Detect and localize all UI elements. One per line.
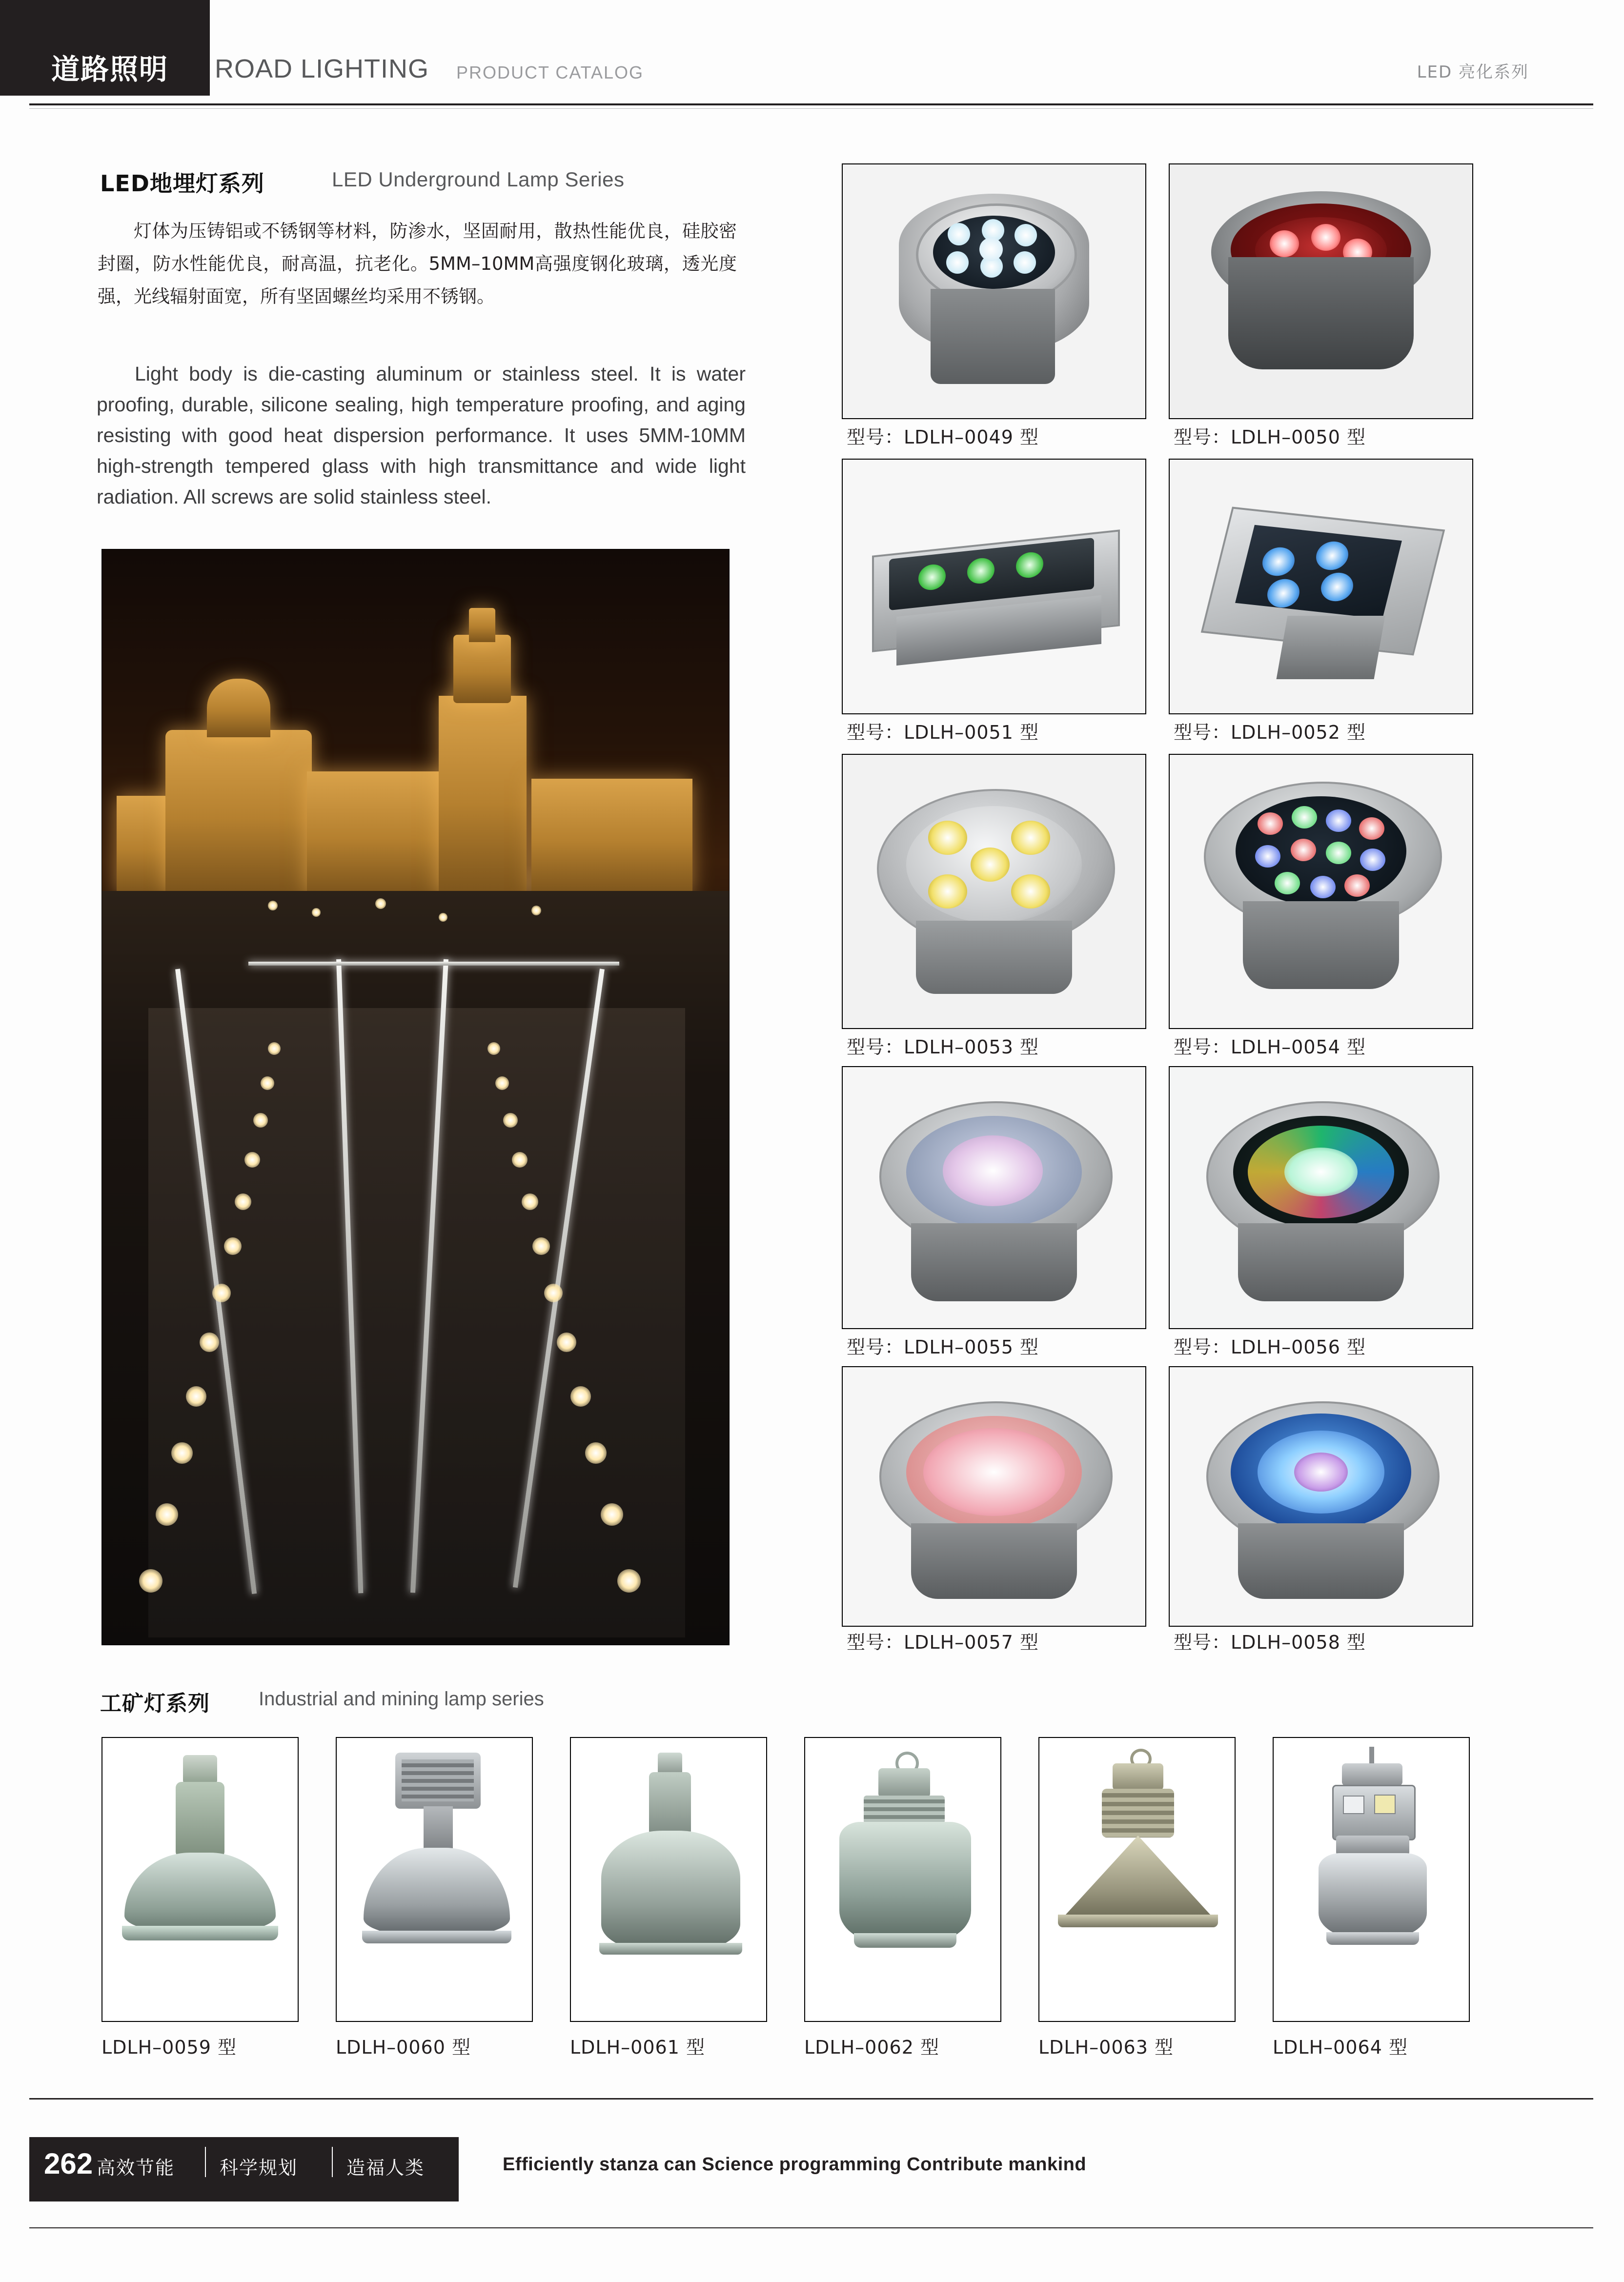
photo-step-light bbox=[200, 1333, 219, 1352]
photo-step-light bbox=[212, 1284, 231, 1302]
section-underground-paragraph-cn: 灯体为压铸铝或不锈钢等材料，防渗水，坚固耐用，散热性能优良，硅胶密封圈，防水性能优良，耐高温，抗老化。5MM–10MM高强度钢化玻璃，透光度强，光线辐射面宽，所有坚固螺丝均采用不锈钢。 bbox=[98, 221, 737, 307]
photo-step-light bbox=[487, 1042, 500, 1055]
footer-slogan-3: 造福人类 bbox=[346, 2157, 425, 2179]
photo-clocktower-spire bbox=[469, 608, 495, 642]
caption-ldlh-0063: LDLH–0063 型 bbox=[1038, 2037, 1174, 2058]
photo-step-light bbox=[503, 1113, 518, 1128]
footer-divider-2 bbox=[332, 2147, 333, 2177]
night-street-lighting-photo bbox=[102, 549, 730, 1645]
photo-step-light bbox=[585, 1442, 607, 1464]
product-image-ldlh-0064 bbox=[1273, 1737, 1470, 2022]
photo-step-light bbox=[224, 1237, 242, 1255]
photo-step-light bbox=[253, 1113, 268, 1128]
footer-rule bbox=[29, 2098, 1593, 2100]
product-image-ldlh-0050 bbox=[1169, 163, 1473, 419]
caption-ldlh-0052: 型号：LDLH–0052 型 bbox=[1174, 722, 1366, 743]
caption-ldlh-0062: LDLH–0062 型 bbox=[804, 2037, 939, 2058]
header-title-chinese: 道路照明 bbox=[51, 53, 169, 86]
product-image-ldlh-0061 bbox=[570, 1737, 767, 2022]
caption-ldlh-0049: 型号：LDLH–0049 型 bbox=[847, 426, 1039, 448]
caption-ldlh-0050: 型号：LDLH–0050 型 bbox=[1174, 426, 1366, 448]
footer-slogan-1: 高效节能 bbox=[97, 2157, 175, 2179]
product-image-ldlh-0057 bbox=[842, 1366, 1146, 1627]
footer-slogan-english: Efficiently stanza can Science programming Contribute mankind bbox=[503, 2154, 1087, 2175]
photo-railing-top-bar bbox=[248, 962, 619, 966]
caption-ldlh-0058: 型号：LDLH–0058 型 bbox=[1174, 1632, 1366, 1653]
header-rule bbox=[29, 103, 1593, 105]
product-image-ldlh-0059 bbox=[102, 1737, 299, 2022]
photo-step-light bbox=[617, 1569, 641, 1593]
product-image-ldlh-0063 bbox=[1038, 1737, 1236, 2022]
product-image-ldlh-0055 bbox=[842, 1066, 1146, 1329]
section-underground-paragraph-en: Light body is die-casting aluminum or stainless steel. It is water proofing, durable, silicone sealing, high temperature proofing, and aging resisting with good heat dispersion performance. It uses 5MM-10MM high-strength tempered glass with high transmittance and wide light radiation. All screws are solid stainless steel. bbox=[97, 363, 746, 508]
photo-street-glow bbox=[375, 898, 386, 909]
product-image-ldlh-0052 bbox=[1169, 459, 1473, 714]
photo-clocktower-top bbox=[453, 635, 511, 703]
header-rule-thin bbox=[29, 108, 1593, 109]
header-series-label: LED 亮化系列 bbox=[1417, 62, 1529, 82]
photo-step-light bbox=[139, 1569, 162, 1593]
page-header bbox=[0, 0, 1624, 122]
photo-step-light bbox=[244, 1152, 260, 1168]
footer-divider-1 bbox=[205, 2147, 206, 2177]
section-industrial-title-cn: 工矿灯系列 bbox=[100, 1691, 210, 1716]
photo-step-light bbox=[601, 1503, 623, 1526]
photo-step-light bbox=[522, 1193, 538, 1210]
product-image-ldlh-0062 bbox=[804, 1737, 1001, 2022]
section-underground-title-en: LED Underground Lamp Series bbox=[332, 168, 625, 191]
photo-step-light bbox=[261, 1076, 274, 1090]
header-subtitle: PRODUCT CATALOG bbox=[456, 62, 644, 82]
photo-step-light bbox=[557, 1333, 576, 1352]
product-image-ldlh-0049 bbox=[842, 163, 1146, 419]
caption-ldlh-0060: LDLH–0060 型 bbox=[336, 2037, 471, 2058]
photo-building-right bbox=[531, 779, 692, 893]
caption-ldlh-0051: 型号：LDLH–0051 型 bbox=[847, 722, 1039, 743]
photo-building-mid bbox=[307, 771, 448, 893]
photo-step-light bbox=[268, 1042, 281, 1055]
section-underground-title-cn: LED地埋灯系列 bbox=[100, 170, 264, 197]
photo-street-glow bbox=[268, 901, 278, 910]
product-image-ldlh-0053 bbox=[842, 754, 1146, 1029]
photo-step-light bbox=[495, 1076, 509, 1090]
caption-ldlh-0055: 型号：LDLH–0055 型 bbox=[847, 1336, 1039, 1358]
photo-street-glow bbox=[439, 913, 447, 922]
caption-ldlh-0054: 型号：LDLH–0054 型 bbox=[1174, 1036, 1366, 1058]
photo-street-glow bbox=[531, 906, 541, 915]
photo-step-light bbox=[532, 1237, 550, 1255]
photo-step-light bbox=[171, 1442, 193, 1464]
photo-step-light bbox=[544, 1284, 563, 1302]
product-image-ldlh-0051 bbox=[842, 459, 1146, 714]
photo-step-light bbox=[186, 1386, 206, 1407]
footer-bottom-rule bbox=[29, 2227, 1593, 2228]
photo-building-dome bbox=[165, 730, 312, 891]
photo-building-clocktower bbox=[439, 696, 527, 893]
header-title-english: ROAD LIGHTING bbox=[215, 54, 429, 83]
photo-step-light bbox=[156, 1503, 178, 1526]
caption-ldlh-0059: LDLH–0059 型 bbox=[102, 2037, 237, 2058]
photo-building-dome-top bbox=[207, 679, 270, 737]
product-image-ldlh-0058 bbox=[1169, 1366, 1473, 1627]
caption-ldlh-0061: LDLH–0061 型 bbox=[570, 2037, 705, 2058]
product-image-ldlh-0054 bbox=[1169, 754, 1473, 1029]
footer-slogan-2: 科学规划 bbox=[220, 2157, 298, 2179]
photo-step-light bbox=[235, 1193, 251, 1210]
caption-ldlh-0057: 型号：LDLH–0057 型 bbox=[847, 1632, 1039, 1653]
caption-ldlh-0056: 型号：LDLH–0056 型 bbox=[1174, 1336, 1366, 1358]
photo-step-light bbox=[512, 1152, 528, 1168]
section-industrial-title-en: Industrial and mining lamp series bbox=[259, 1688, 544, 1710]
photo-street-glow bbox=[312, 908, 321, 917]
product-image-ldlh-0056 bbox=[1169, 1066, 1473, 1329]
product-image-ldlh-0060 bbox=[336, 1737, 533, 2022]
header-slash-divider: / bbox=[195, 42, 206, 83]
caption-ldlh-0064: LDLH–0064 型 bbox=[1273, 2037, 1408, 2058]
caption-ldlh-0053: 型号：LDLH–0053 型 bbox=[847, 1036, 1039, 1058]
photo-step-light bbox=[570, 1386, 591, 1407]
page-number: 262 bbox=[44, 2147, 93, 2180]
